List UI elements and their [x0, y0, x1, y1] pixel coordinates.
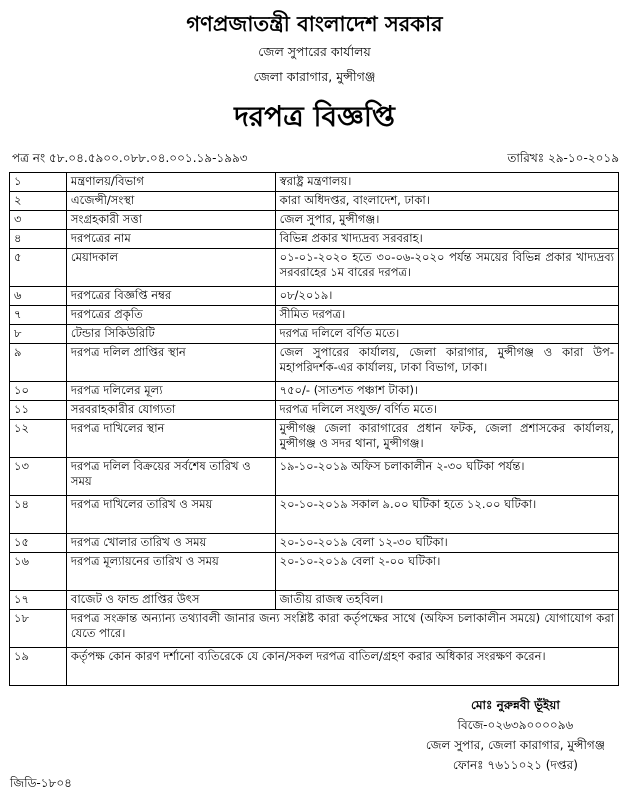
row-serial: ১৭: [10, 591, 67, 610]
table-row: [10, 610, 619, 648]
memo-date: তারিখঃ ২৯-১০-২০১৯: [507, 151, 619, 165]
page-title: দরপত্র বিজ্ঞপ্তি: [234, 100, 395, 133]
row-value: ০৮/২০১৯।: [275, 287, 618, 306]
row-label: দরপত্র দাখিলের তারিখ ও সময়: [66, 496, 275, 534]
tender-table: [9, 172, 619, 686]
row-value: বিভিন্ন প্রকার খাদ্যদ্রব্য সরবরাহ।: [275, 230, 618, 249]
row-serial: ৮: [10, 325, 67, 344]
row-serial: ৩: [10, 211, 67, 230]
row-label: সরবরাহকারীর যোগ্যতা: [66, 401, 275, 420]
table-row: [10, 173, 619, 192]
row-label: দরপত্র মূল্যায়নের তারিখ ও সময়: [66, 553, 275, 591]
row-label: সংগ্রহকারী সত্তা: [66, 211, 275, 230]
row-label: এজেন্সী/সংস্থা: [66, 192, 275, 211]
row-value: ২০-১০-২০১৯ বেলা ১২-৩০ ঘটিকা।: [275, 534, 618, 553]
table-row: [10, 458, 619, 496]
row-value: ২০-১০-২০১৯ বেলা ২-০০ ঘটিকা।: [275, 553, 618, 591]
gd-number: জিডি-১৮০৪: [10, 776, 72, 790]
row-label: মন্ত্রণালয়/বিভাগ: [66, 173, 275, 192]
table-row: [10, 192, 619, 211]
table-row: [10, 534, 619, 553]
row-serial: ১৬: [10, 553, 67, 591]
office-name: জেল সুপারের কার্যালয়: [258, 44, 371, 59]
row-label: দরপত্র দলিলের মূল্য: [66, 382, 275, 401]
row-value: জাতীয় রাজস্ব তহবিল।: [275, 591, 618, 610]
table-row: [10, 382, 619, 401]
table-row: [10, 344, 619, 382]
table-row: [10, 591, 619, 610]
row-label: দরপত্রের বিজ্ঞপ্তি নম্বর: [66, 287, 275, 306]
row-label: দরপত্র খোলার তারিখ ও সময়: [66, 534, 275, 553]
row-label: দরপত্র দলিল বিক্রয়ের সর্বশেষ তারিখ ও সময়: [66, 458, 275, 496]
signatory-designation: জেল সুপার, জেলা কারাগার, মুন্সীগঞ্জ: [425, 738, 605, 752]
row-value: সীমিত দরপত্র।: [275, 306, 618, 325]
table-row: [10, 648, 619, 686]
row-serial: ১৮: [10, 610, 67, 648]
signatory-name: মোঃ নুরুন্নবী ভূঁইয়া: [470, 698, 560, 712]
table-row: [10, 211, 619, 230]
row-label: দরপত্রের প্রকৃতি: [66, 306, 275, 325]
row-value: ৭৫০/- (সাতশত পঞ্চাশ টাকা)।: [275, 382, 618, 401]
row-value: মুন্সীগঞ্জ জেলা কারাগারের প্রধান ফটক, জেলা প্রশাসকের কার্যালয়, মুন্সীগঞ্জ ও সদর থানা, মুন্সীগঞ্জ।: [275, 420, 618, 458]
government-name: গণপ্রজাতন্ত্রী বাংলাদেশ সরকার: [186, 12, 443, 36]
table-row: [10, 325, 619, 344]
row-serial: ১৩: [10, 458, 67, 496]
row-note: কর্তৃপক্ষ কোন কারণ দর্শানো ব্যতিরেকে যে কোন/সকল দরপত্র বাতিল/গ্রহণ করার অধিকার সংরক্ষণ করেন।: [66, 648, 618, 686]
row-serial: ১০: [10, 382, 67, 401]
row-value: স্বরাষ্ট্র মন্ত্রণালয়।: [275, 173, 618, 192]
row-serial: ১৫: [10, 534, 67, 553]
row-value: ১৯-১০-২০১৯ অফিস চলাকালীন ২-৩০ ঘটিকা পর্যন্ত।: [275, 458, 618, 496]
row-value: কারা অধিদপ্তর, বাংলাদেশ, ঢাকা।: [275, 192, 618, 211]
row-serial: ২: [10, 192, 67, 211]
row-serial: ১৯: [10, 648, 67, 686]
row-serial: ১: [10, 173, 67, 192]
row-serial: ৭: [10, 306, 67, 325]
signatory-bp: বিজে-০২৬৩৯০০০০৯৬: [457, 718, 574, 732]
table-row: [10, 287, 619, 306]
table-row: [10, 230, 619, 249]
row-label: বাজেট ও ফান্ড প্রাপ্তির উৎস: [66, 591, 275, 610]
row-label: টেন্ডার সিকিউরিটি: [66, 325, 275, 344]
row-value: দরপত্র দলিলে সংযুক্ত/ বর্ণিত মতে।: [275, 401, 618, 420]
row-serial: ১৪: [10, 496, 67, 534]
row-note: দরপত্র সংক্রান্ত অন্যান্য তথ্যাবলী জানার জন্য সংশ্লিষ্ট কারা কর্তৃপক্ষের সাথে (অফিস চলাকালীন সময়ে) যোগাযোগ করা যেতে পারে।: [66, 610, 618, 648]
table-row: [10, 306, 619, 325]
table-row: [10, 420, 619, 458]
jail-name: জেলা কারাগার, মুন্সীগঞ্জ: [253, 69, 376, 84]
table-row: [10, 249, 619, 287]
signature-block: [426, 695, 605, 775]
table-row: [10, 401, 619, 420]
row-value: জেল সুপার, মুন্সীগঞ্জ।: [275, 211, 618, 230]
row-label: মেয়াদকাল: [66, 249, 275, 287]
row-label: দরপত্র দলিল প্রাপ্তির স্থান: [66, 344, 275, 382]
row-value: জেল সুপারের কার্যালয়, জেলা কারাগার, মুন্সীগঞ্জ ও কারা উপ-মহাপরিদর্শক-এর কার্যালয়, ঢাকা বিভাগ, ঢাকা।: [275, 344, 618, 382]
row-value: ০১-০১-২০২০ হতে ৩০-০৬-২০২০ পর্যন্ত সময়ের বিভিন্ন প্রকার খাদ্যদ্রব্য সরবরাহের ১ম বারের দরপত্র।: [275, 249, 618, 287]
row-serial: ১২: [10, 420, 67, 458]
row-serial: ৫: [10, 249, 67, 287]
table-row: [10, 496, 619, 534]
row-serial: ১১: [10, 401, 67, 420]
row-serial: ৯: [10, 344, 67, 382]
memo-number: পত্র নং ৫৮.০৪.৫৯০০.০৮৮.০৪.০০১.১৯-১৯৯৩: [12, 151, 248, 165]
row-value: দরপত্র দলিলে বর্ণিত মতে।: [275, 325, 618, 344]
row-value: ২০-১০-২০১৯ সকাল ৯.০০ ঘটিকা হতে ১২.০০ ঘটিকা।: [275, 496, 618, 534]
signatory-phone: ফোনঃ ৭৬১১০২১ (দপ্তর): [452, 758, 578, 772]
row-serial: ৪: [10, 230, 67, 249]
table-row: [10, 553, 619, 591]
row-serial: ৬: [10, 287, 67, 306]
row-label: দরপত্রের নাম: [66, 230, 275, 249]
row-label: দরপত্র দাখিলের স্থান: [66, 420, 275, 458]
